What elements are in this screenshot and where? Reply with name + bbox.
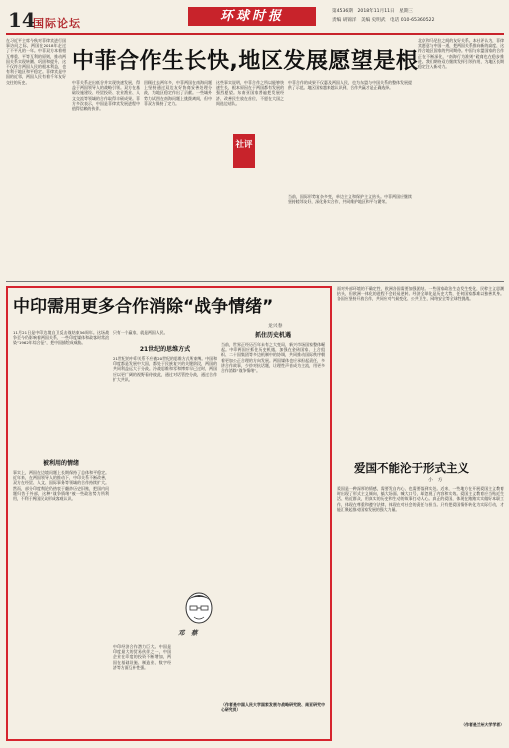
side-article-top: 面对外部环境的不确定性，欧洲各国需要加强团结。一些国家政治生态发生变化，民粹主义思潮抬头，但欧洲一体化的进程不会轻易逆转。经济全球化是历史大势，任何国家都难以独善其身。各国应坚持开放合作，共同应对气候变化、公共卫生、网络安全等全球性挑战。 (337, 286, 504, 302)
feature-title: 中印需用更多合作消除“战争情绪” (13, 297, 274, 317)
lead-column-3: 这些事实说明，中菲合作之所以能够快速生长，根本原因在于两国都有发展的强烈愿望。东南亚国家普遍把发展经济、改善民生放在首位，不愿在大国之间选边站队。 (216, 80, 284, 106)
side-article-title: 爱国不能沦于形式主义 (354, 461, 469, 475)
feature-column-2 (113, 330, 217, 736)
side-article-author: 小 方 (428, 478, 443, 483)
feature-body-3: 当前，世界正经历百年未有之大变局，新兴市场国家整体崛起。中印两国应抓住历史机遇，加强在金砖国家、上合组织、二十国集团等多边机制中的协调，共同推动国际秩序朝着更加公正合理的方向发展。两国媒体也应承担起责任，多讲合作故事，少炒对抗话题，让理性声音成为主流，用更多合作消除“战争情绪”。 (221, 342, 325, 374)
feature-author: 龙兴春 (268, 324, 283, 329)
feature-column-3 (221, 330, 325, 736)
feature-body-2-bottom: 中印经济合作潜力巨大。中国是印度最大的贸易伙伴之一，中国企业在印度的投资不断增加，两国在基础设施、制造业、数字经济等方面互补性强。 (113, 644, 171, 670)
feature-body-1: 事实上，两国在边境问题上长期保持了总体和平稳定。近年来，在两国领导人的推动下，中印关系不断改善，双方在经贸、人文、国际事务等领域的合作持续扩大。然而，部分印度舆论仍热衷于翻炒历史旧账，把国内问题归咎于外部，这种“战争情绪”被一些政治势力所利用，不利于两国民众形成客观认识。 (13, 470, 109, 502)
feature-subhead-3: 抓住历史机遇 (254, 332, 291, 339)
feature-author-bio: （作者是中国人民大学国家发展与战略研究院、南亚研究中心研究员） (221, 702, 325, 713)
feature-subhead-2: 21世纪的思维方式 (139, 346, 191, 353)
issue-info: 第4536期 2018年11月11日 星期三 (332, 9, 414, 14)
masthead (6, 4, 504, 34)
feature-intro: 11月21日是中印边境自卫反击战结束56周年。这场战争至今仍影响着两国关系，一些印度媒体和政客时常渲染“1962年综合征”，把中国描绘成威胁。 (13, 330, 109, 346)
lead-column-1: 中菲关系走出低谷并实现快速发展，得益于两国领导人的战略引领。双方在基础设施建设、经贸投资、农业渔业、人文交流等领域的合作取得丰硕成果。菲方多次表示，中国是菲律宾发展进程中值得信赖的伙伴。 (72, 80, 140, 112)
lead-column-4 (288, 80, 412, 276)
newspaper-logo: 环球时报 (188, 7, 316, 26)
editorial-tag: 社评 (233, 134, 255, 168)
side-article-bio: （作者是兰州大学学者） (461, 722, 504, 727)
lead-headline: 中菲合作生长快,地区发展愿望是根 (72, 49, 419, 74)
lead-column-4-top: 中菲合作的成果不仅惠及两国人民，也为东盟与中国关系的整体发展提供了示范。地区国家越来越认识到，合作共赢才是正确选择。 (288, 80, 412, 91)
feature-body-2-top: 只有一个赢家，就是两国人民。 (113, 330, 168, 335)
page-number: 14 (8, 8, 36, 32)
lead-column-4-bottom: 当前，国际形势复杂多变，单边主义和保护主义抬头。中菲两国应继续坚持睦邻友好，深化务实合作，共同维护地区和平与繁荣。 (288, 194, 412, 205)
lead-column-2: 回顾过去两年多，中菲两国在南海问题上坚持通过双边友好协商妥善处理分歧，为地区稳定作出了贡献。一些域外势力试图在南海问题上挑拨离间，但中菲双方保持了定力。 (144, 80, 212, 106)
lead-column-right: 北京和马尼拉之间的友好关系。本社评认为，菲律宾愿意与中国一道，把两国关系推向新的高度，这符合地区国家的共同期待。中国与东盟国家的合作正在不断深化，“南海行为准则”磋商也在稳步推进。我们期待双方继续发挥引领作用，为地区长期稳定注入新动力。 (418, 38, 504, 70)
masthead-rule (6, 33, 504, 35)
lead-column-left: 在习近平主席今秋对菲律宾进行国事访问之际，两国在2018年走过了不平凡的一年。中菲双方本着相互尊重、平等互利的原则，推动两国关系实现转圜、巩固和提升，这不仅符合两国人民的根本利益，也有利于地区和平稳定。菲律宾是中国的近邻，两国人民有着千年友好交往的历史。 (6, 38, 66, 85)
feature-body-2: 21世纪的中印关系不应被20世纪的思维方式所束缚。中国和印度都是发展中大国，都处于民族复兴的关键阶段，两国的共同利益远大于分歧。冷战思维和零和博弈早已过时，两国应以更广阔的视野看待彼此，通过对话管控分歧，通过合作扩大共识。 (113, 356, 217, 382)
feature-column-1 (13, 330, 109, 736)
caricature-signature: 邓 蔡 (178, 629, 198, 637)
feature-subhead-1: 被利用的情绪 (42, 460, 79, 467)
section-name: 国际论坛 (33, 17, 81, 30)
editors-info: 责编 胡锦洋 美编 史明武 电话 010-65360522 (332, 18, 435, 23)
section-divider (6, 281, 504, 282)
side-article-body (337, 486, 504, 740)
side-article-text: 爱国是一种深厚的情感，需要发自内心，也需要落到实处。近来，一些地方在开展爱国主义教育时出现了形式主义倾向，搞大场面、喊大口号，却忽视了内容和实效。爱国主义教育应当贴近生活、贴近群众，用真实的历史和生动的故事打动人心。真正的爱国，体现在踏踏实实做好本职工作，体现在尊重和遵守法律，体现在对社会的责任与担当。只有把爱国情怀转化为实际行动，才能汇聚起推动国家发展的强大力量。 (337, 486, 504, 512)
